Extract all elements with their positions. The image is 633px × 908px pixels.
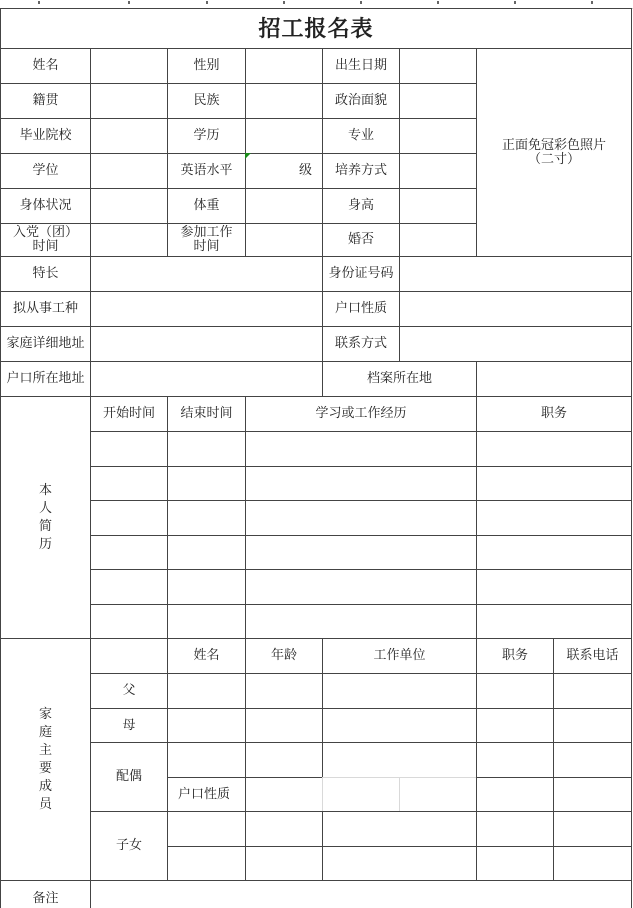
- family-cell[interactable]: [476, 846, 553, 880]
- gender-input-cell[interactable]: [245, 48, 322, 83]
- home-address-label: 家庭详细地址: [0, 326, 90, 361]
- family-cell[interactable]: [245, 846, 322, 880]
- resume-cell[interactable]: [245, 466, 476, 500]
- resume-cell[interactable]: [245, 500, 476, 535]
- resume-header-end: 结束时间: [167, 396, 245, 431]
- remarks-input-cell[interactable]: [90, 880, 631, 908]
- family-cell[interactable]: [553, 777, 631, 811]
- family-header-blank: [90, 638, 167, 673]
- specialty-input-cell[interactable]: [90, 256, 322, 291]
- family-cell[interactable]: [476, 673, 553, 708]
- form-title: 招工报名表: [0, 8, 631, 48]
- ruler-tick: [360, 1, 362, 4]
- father-label: 父: [90, 673, 167, 708]
- intended-job-input-cell[interactable]: [90, 291, 322, 326]
- family-section-label: [0, 638, 90, 880]
- family-cell[interactable]: [167, 811, 245, 846]
- resume-cell[interactable]: [167, 431, 245, 466]
- children-label: 子女: [90, 811, 167, 880]
- family-cell[interactable]: [322, 742, 476, 777]
- family-cell[interactable]: [553, 708, 631, 742]
- ruler-tick: [128, 1, 130, 4]
- resume-cell[interactable]: [476, 604, 631, 638]
- resume-header-experience: 学习或工作经历: [245, 396, 476, 431]
- id-number-input-cell[interactable]: [399, 256, 631, 291]
- level-unit-text: 级: [298, 163, 312, 178]
- archive-location-input-cell[interactable]: [476, 361, 631, 396]
- photo-placeholder[interactable]: 正面免冠彩色照片 （二寸）: [476, 48, 631, 256]
- archive-location-label: 档案所在地: [322, 361, 476, 396]
- spouse-label: 配偶: [90, 742, 167, 811]
- political-status-label: 政治面貌: [322, 83, 399, 118]
- major-label: 专业: [322, 118, 399, 153]
- family-cell[interactable]: [476, 811, 553, 846]
- health-label: 身体状况: [0, 188, 90, 223]
- spouse-hukou-type-input-cell[interactable]: [245, 777, 322, 811]
- resume-cell[interactable]: [245, 431, 476, 466]
- resume-cell[interactable]: [90, 535, 167, 569]
- resume-cell[interactable]: [90, 431, 167, 466]
- party-join-time-label: 入党（团） 时间: [0, 223, 90, 256]
- weight-label: 体重: [167, 188, 245, 223]
- family-cell[interactable]: [245, 708, 322, 742]
- family-header-employer: 工作单位: [322, 638, 476, 673]
- family-cell[interactable]: [553, 846, 631, 880]
- native-place-input-cell[interactable]: [90, 83, 167, 118]
- ethnicity-label: 民族: [167, 83, 245, 118]
- resume-cell[interactable]: [476, 569, 631, 604]
- training-mode-input-cell[interactable]: [399, 153, 476, 188]
- ruler-tick: [514, 1, 516, 4]
- height-label: 身高: [322, 188, 399, 223]
- family-cell[interactable]: [167, 708, 245, 742]
- english-level-input-cell[interactable]: [245, 153, 322, 188]
- ruler-tick: [591, 1, 593, 4]
- family-cell[interactable]: [322, 777, 399, 811]
- comment-marker-icon: [245, 153, 251, 159]
- family-cell[interactable]: [476, 708, 553, 742]
- degree-input-cell[interactable]: [90, 153, 167, 188]
- resume-cell[interactable]: [476, 431, 631, 466]
- resume-cell[interactable]: [167, 604, 245, 638]
- resume-header-position: 职务: [476, 396, 631, 431]
- family-cell[interactable]: [553, 673, 631, 708]
- native-place-label: 籍贯: [0, 83, 90, 118]
- school-label: 毕业院校: [0, 118, 90, 153]
- family-cell[interactable]: [476, 777, 553, 811]
- remarks-label: 备注: [0, 880, 90, 908]
- weight-input-cell[interactable]: [245, 188, 322, 223]
- education-input-cell[interactable]: [245, 118, 322, 153]
- family-header-age: 年龄: [245, 638, 322, 673]
- name-input-cell[interactable]: [90, 48, 167, 83]
- family-cell[interactable]: [167, 673, 245, 708]
- work-start-time-label: 参加工作 时间: [167, 223, 245, 256]
- gender-label: 性别: [167, 48, 245, 83]
- name-label: 姓名: [0, 48, 90, 83]
- birth-date-input-cell[interactable]: [399, 48, 476, 83]
- ruler-tick: [437, 1, 439, 4]
- family-cell[interactable]: [476, 742, 553, 777]
- family-header-phone: 联系电话: [553, 638, 631, 673]
- home-address-input-cell[interactable]: [90, 326, 322, 361]
- education-label: 学历: [167, 118, 245, 153]
- id-number-label: 身份证号码: [322, 256, 399, 291]
- resume-cell[interactable]: [245, 569, 476, 604]
- degree-label: 学位: [0, 153, 90, 188]
- contact-input-cell[interactable]: [399, 326, 631, 361]
- marital-input-cell[interactable]: [399, 223, 476, 256]
- contact-label: 联系方式: [322, 326, 399, 361]
- ruler-tick: [206, 1, 208, 4]
- resume-cell[interactable]: [90, 569, 167, 604]
- major-input-cell[interactable]: [399, 118, 476, 153]
- family-cell[interactable]: [167, 742, 245, 777]
- resume-cell[interactable]: [167, 569, 245, 604]
- resume-cell[interactable]: [476, 466, 631, 500]
- resume-section-text: 本人简历: [38, 482, 52, 552]
- family-cell[interactable]: [553, 811, 631, 846]
- political-status-input-cell[interactable]: [399, 83, 476, 118]
- work-start-time-input-cell[interactable]: [245, 223, 322, 256]
- marital-label: 婚否: [322, 223, 399, 256]
- height-input-cell[interactable]: [399, 188, 476, 223]
- family-cell[interactable]: [245, 673, 322, 708]
- hukou-type-input-cell[interactable]: [399, 291, 631, 326]
- mother-label: 母: [90, 708, 167, 742]
- party-join-time-input-cell[interactable]: [90, 223, 167, 256]
- resume-cell[interactable]: [476, 500, 631, 535]
- family-cell[interactable]: [322, 811, 476, 846]
- school-input-cell[interactable]: [90, 118, 167, 153]
- birth-date-label: 出生日期: [322, 48, 399, 83]
- hukou-location-input-cell[interactable]: [90, 361, 322, 396]
- specialty-label: 特长: [0, 256, 90, 291]
- training-mode-label: 培养方式: [322, 153, 399, 188]
- family-cell[interactable]: [553, 742, 631, 777]
- resume-cell[interactable]: [90, 604, 167, 638]
- family-section-text: 家庭主要成员: [38, 706, 52, 812]
- hukou-location-label: 户口所在地址: [0, 361, 90, 396]
- resume-cell[interactable]: [90, 466, 167, 500]
- family-cell[interactable]: [322, 673, 476, 708]
- resume-cell[interactable]: [245, 535, 476, 569]
- resume-cell[interactable]: [167, 500, 245, 535]
- resume-cell[interactable]: [476, 535, 631, 569]
- resume-cell[interactable]: [90, 500, 167, 535]
- ruler-tick: [38, 1, 40, 4]
- family-cell[interactable]: [322, 708, 476, 742]
- english-level-label: 英语水平: [167, 153, 245, 188]
- ethnicity-input-cell[interactable]: [245, 83, 322, 118]
- spouse-hukou-type-label: 户口性质: [167, 777, 245, 811]
- resume-header-start: 开始时间: [90, 396, 167, 431]
- resume-section-label: [0, 396, 90, 638]
- family-cell[interactable]: [167, 846, 245, 880]
- family-cell[interactable]: [245, 811, 322, 846]
- ruler-tick: [283, 1, 285, 4]
- family-cell[interactable]: [322, 846, 476, 880]
- family-header-position: 职务: [476, 638, 553, 673]
- hukou-type-label: 户口性质: [322, 291, 399, 326]
- intended-job-label: 拟从事工种: [0, 291, 90, 326]
- resume-cell[interactable]: [245, 604, 476, 638]
- health-input-cell[interactable]: [90, 188, 167, 223]
- table-right-border: [631, 8, 632, 908]
- family-header-name: 姓名: [167, 638, 245, 673]
- family-cell[interactable]: [399, 777, 476, 811]
- resume-cell[interactable]: [167, 466, 245, 500]
- family-cell[interactable]: [245, 742, 322, 777]
- resume-cell[interactable]: [167, 535, 245, 569]
